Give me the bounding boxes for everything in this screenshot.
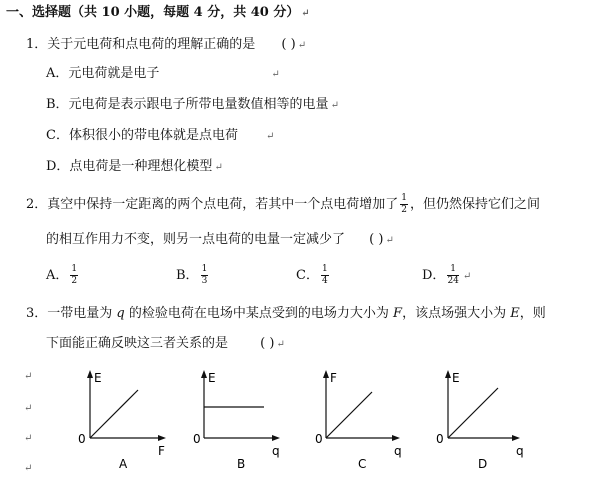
origin-label: 0 (315, 432, 323, 446)
x-axis-arrow-icon (512, 435, 520, 441)
q1-option-b: B．元电荷是表示跟电子所带电量数值相等的电量 ↵ (46, 97, 339, 112)
graph-line (326, 392, 372, 438)
q2-option-a: A． $\frac{1}{2}$ (46, 264, 78, 286)
x-axis-label: F (158, 444, 165, 458)
q2-stem-line2: 的相互作用力不变，则另一点电荷的电量一定减少了 ( ) ↵ (46, 232, 394, 247)
return-mark: ↵ (24, 371, 33, 382)
q2-option-d: D． $\frac{1}{24}$ ↵ (422, 264, 472, 286)
return-mark: ↵ (24, 463, 33, 474)
q3-stem: 3．一带电量为 q 的检验电荷在电场中某点受到的电场力大小为 F，该点场强大小为 E，则 (26, 306, 546, 321)
graph-a (74, 368, 172, 474)
y-axis-arrow-icon (445, 370, 451, 378)
graph-caption: D (478, 457, 488, 471)
y-axis-arrow-icon (87, 370, 93, 378)
x-axis-arrow-icon (272, 435, 280, 441)
graph-line (448, 388, 498, 438)
return-mark: ↵ (24, 403, 33, 414)
q3-stem-line2: 下面能正确反映这三者关系的是 ( ) ↵ (46, 336, 285, 351)
q2-fraction: $\frac{1}{2}$ (401, 193, 408, 215)
return-mark: ↵ (24, 433, 33, 444)
q3-answer-blank: ( ) (260, 336, 275, 351)
q2-option-b: B． $\frac{1}{3}$ (176, 264, 208, 286)
q1-option-a: A．元电荷就是电子 ↵ (46, 66, 280, 81)
x-axis-label: q (394, 444, 402, 458)
q1-stem: 1．关于元电荷和点电荷的理解正确的是 ( ) ↵ (26, 37, 307, 52)
y-axis-label: E (94, 371, 102, 385)
graph-caption: A (119, 457, 128, 471)
q2-answer-blank: ( ) (369, 232, 384, 247)
q1-option-c: C．体积很小的带电体就是点电荷 ↵ (46, 128, 275, 143)
x-axis-label: q (516, 444, 524, 458)
q1-option-d: D．点电荷是一种理想化模型 ↵ (46, 159, 223, 174)
y-axis-arrow-icon (201, 370, 207, 378)
graph-caption: C (358, 457, 367, 471)
graph-line (90, 390, 138, 438)
graph-c (312, 368, 410, 474)
origin-label: 0 (78, 432, 86, 446)
y-axis-label: E (452, 371, 460, 385)
graph-d (432, 368, 530, 474)
x-axis-label: q (272, 444, 280, 458)
q2-stem: 2．真空中保持一定距离的两个点电荷，若其中一个点电荷增加了 $\frac{1}{2}$ ，但仍然保持它们之间 (26, 193, 541, 215)
y-axis-label: E (208, 371, 216, 385)
q1-answer-blank: ( ) (281, 37, 296, 52)
y-axis-arrow-icon (323, 370, 329, 378)
origin-label: 0 (193, 432, 201, 446)
y-axis-label: F (330, 371, 337, 385)
section-title: 一、选择题（共 10 小题，每题 4 分，共 40 分） ↵ (6, 5, 310, 20)
graph-b (192, 368, 290, 474)
origin-label: 0 (436, 432, 444, 446)
graph-caption: B (237, 457, 246, 471)
x-axis-arrow-icon (392, 435, 400, 441)
x-axis-arrow-icon (158, 435, 166, 441)
q2-option-c: C． $\frac{1}{4}$ (296, 264, 328, 286)
